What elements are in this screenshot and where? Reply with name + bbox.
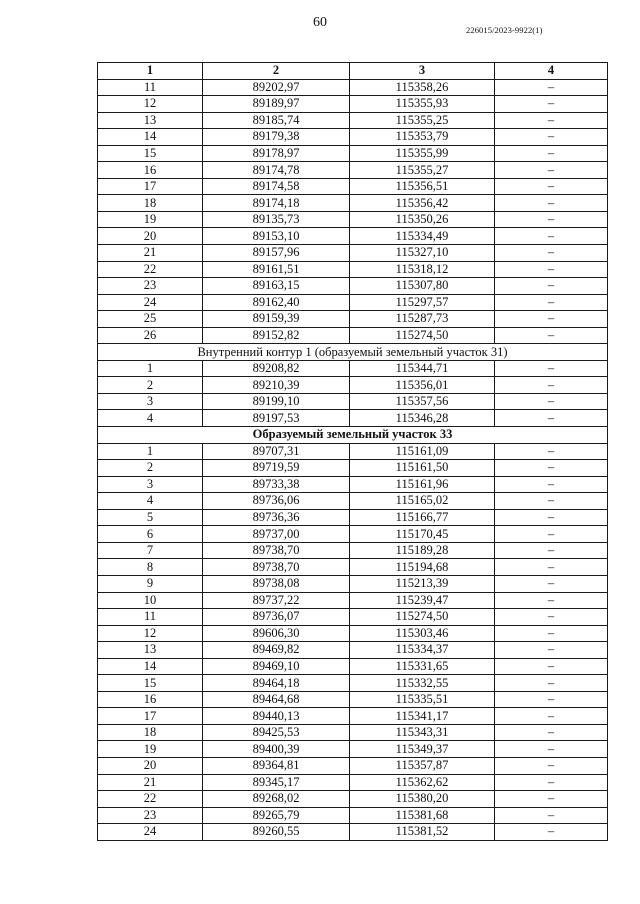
table-row <box>98 791 608 808</box>
y-coordinate-cell: 115346,28 <box>350 410 495 427</box>
section-title: Внутренний контур 1 (образуемый земельный участок 31) <box>98 344 608 361</box>
point-number-cell: 13 <box>98 112 203 129</box>
note-cell: – <box>495 675 608 692</box>
point-number-cell: 23 <box>98 278 203 295</box>
y-coordinate-cell: 115355,27 <box>350 162 495 179</box>
note-cell: – <box>495 493 608 510</box>
note-cell: – <box>495 129 608 146</box>
x-coordinate-cell: 89400,39 <box>203 741 350 758</box>
y-coordinate-cell: 115334,37 <box>350 642 495 659</box>
point-number-cell: 14 <box>98 129 203 146</box>
y-coordinate-cell: 115165,02 <box>350 493 495 510</box>
x-coordinate-cell: 89199,10 <box>203 393 350 410</box>
y-coordinate-cell: 115161,50 <box>350 460 495 477</box>
x-coordinate-cell: 89152,82 <box>203 327 350 344</box>
point-number-cell: 20 <box>98 228 203 245</box>
table-row <box>98 824 608 841</box>
point-number-cell: 7 <box>98 542 203 559</box>
point-number-cell: 19 <box>98 741 203 758</box>
x-coordinate-cell: 89469,82 <box>203 642 350 659</box>
table-row <box>98 195 608 212</box>
note-cell: – <box>495 178 608 195</box>
note-cell: – <box>495 625 608 642</box>
table-row <box>98 807 608 824</box>
note-cell: – <box>495 476 608 493</box>
table-row <box>98 691 608 708</box>
x-coordinate-cell: 89210,39 <box>203 377 350 394</box>
x-coordinate-cell: 89737,00 <box>203 526 350 543</box>
y-coordinate-cell: 115380,20 <box>350 791 495 808</box>
table-row <box>98 294 608 311</box>
y-coordinate-cell: 115332,55 <box>350 675 495 692</box>
x-coordinate-cell: 89202,97 <box>203 79 350 96</box>
table-row <box>98 774 608 791</box>
x-coordinate-cell: 89464,18 <box>203 675 350 692</box>
x-coordinate-cell: 89163,15 <box>203 278 350 295</box>
table-row <box>98 162 608 179</box>
x-coordinate-cell: 89178,97 <box>203 145 350 162</box>
table-row <box>98 360 608 377</box>
point-number-cell: 11 <box>98 79 203 96</box>
x-coordinate-cell: 89364,81 <box>203 757 350 774</box>
document-code: 226015/2023-9922(1) <box>466 25 543 35</box>
y-coordinate-cell: 115161,09 <box>350 443 495 460</box>
y-coordinate-cell: 115189,28 <box>350 542 495 559</box>
x-coordinate-cell: 89345,17 <box>203 774 350 791</box>
table-row <box>98 96 608 113</box>
y-coordinate-cell: 115166,77 <box>350 509 495 526</box>
point-number-cell: 11 <box>98 609 203 626</box>
note-cell: – <box>495 460 608 477</box>
point-number-cell: 24 <box>98 294 203 311</box>
point-number-cell: 9 <box>98 575 203 592</box>
note-cell: – <box>495 757 608 774</box>
table-row <box>98 327 608 344</box>
y-coordinate-cell: 115213,39 <box>350 575 495 592</box>
y-coordinate-cell: 115274,50 <box>350 609 495 626</box>
note-cell: – <box>495 658 608 675</box>
table-row <box>98 228 608 245</box>
point-number-cell: 17 <box>98 178 203 195</box>
table-row <box>98 410 608 427</box>
point-number-cell: 25 <box>98 311 203 328</box>
table-row <box>98 642 608 659</box>
table-row <box>98 245 608 262</box>
note-cell: – <box>495 245 608 262</box>
point-number-cell: 20 <box>98 757 203 774</box>
point-number-cell: 26 <box>98 327 203 344</box>
point-number-cell: 4 <box>98 410 203 427</box>
note-cell: – <box>495 377 608 394</box>
section-title: Образуемый земельный участок 33 <box>98 427 608 444</box>
table-row <box>98 509 608 526</box>
x-coordinate-cell: 89440,13 <box>203 708 350 725</box>
table-row <box>98 178 608 195</box>
x-coordinate-cell: 89161,51 <box>203 261 350 278</box>
point-number-cell: 16 <box>98 162 203 179</box>
table-row <box>98 261 608 278</box>
x-coordinate-cell: 89208,82 <box>203 360 350 377</box>
point-number-cell: 15 <box>98 675 203 692</box>
note-cell: – <box>495 360 608 377</box>
point-number-cell: 12 <box>98 625 203 642</box>
note-cell: – <box>495 443 608 460</box>
point-number-cell: 8 <box>98 559 203 576</box>
point-number-cell: 19 <box>98 211 203 228</box>
note-cell: – <box>495 112 608 129</box>
point-number-cell: 1 <box>98 360 203 377</box>
x-coordinate-cell: 89189,97 <box>203 96 350 113</box>
x-coordinate-cell: 89162,40 <box>203 294 350 311</box>
x-coordinate-cell: 89737,22 <box>203 592 350 609</box>
point-number-cell: 6 <box>98 526 203 543</box>
y-coordinate-cell: 115239,47 <box>350 592 495 609</box>
table-row <box>98 575 608 592</box>
point-number-cell: 2 <box>98 377 203 394</box>
note-cell: – <box>495 162 608 179</box>
table-row <box>98 129 608 146</box>
point-number-cell: 18 <box>98 195 203 212</box>
y-coordinate-cell: 115358,26 <box>350 79 495 96</box>
note-cell: – <box>495 741 608 758</box>
note-cell: – <box>495 311 608 328</box>
x-coordinate-cell: 89719,59 <box>203 460 350 477</box>
y-coordinate-cell: 115274,50 <box>350 327 495 344</box>
y-coordinate-cell: 115381,68 <box>350 807 495 824</box>
x-coordinate-cell: 89469,10 <box>203 658 350 675</box>
column-header-4: 4 <box>495 63 608 80</box>
point-number-cell: 3 <box>98 393 203 410</box>
y-coordinate-cell: 115335,51 <box>350 691 495 708</box>
table-row <box>98 675 608 692</box>
note-cell: – <box>495 708 608 725</box>
point-number-cell: 21 <box>98 774 203 791</box>
note-cell: – <box>495 724 608 741</box>
x-coordinate-cell: 89260,55 <box>203 824 350 841</box>
y-coordinate-cell: 115355,25 <box>350 112 495 129</box>
table-row <box>98 211 608 228</box>
x-coordinate-cell: 89736,06 <box>203 493 350 510</box>
table-row <box>98 609 608 626</box>
y-coordinate-cell: 115303,46 <box>350 625 495 642</box>
x-coordinate-cell: 89159,39 <box>203 311 350 328</box>
x-coordinate-cell: 89738,70 <box>203 542 350 559</box>
point-number-cell: 17 <box>98 708 203 725</box>
note-cell: – <box>495 145 608 162</box>
note-cell: – <box>495 509 608 526</box>
x-coordinate-cell: 89185,74 <box>203 112 350 129</box>
note-cell: – <box>495 261 608 278</box>
y-coordinate-cell: 115350,26 <box>350 211 495 228</box>
point-number-cell: 2 <box>98 460 203 477</box>
column-header-3: 3 <box>350 63 495 80</box>
point-number-cell: 4 <box>98 493 203 510</box>
x-coordinate-cell: 89464,68 <box>203 691 350 708</box>
x-coordinate-cell: 89738,70 <box>203 559 350 576</box>
note-cell: – <box>495 592 608 609</box>
table-row <box>98 460 608 477</box>
note-cell: – <box>495 211 608 228</box>
y-coordinate-cell: 115297,57 <box>350 294 495 311</box>
x-coordinate-cell: 89268,02 <box>203 791 350 808</box>
note-cell: – <box>495 559 608 576</box>
page-number: 60 <box>313 15 327 30</box>
table-row <box>98 724 608 741</box>
note-cell: – <box>495 393 608 410</box>
y-coordinate-cell: 115318,12 <box>350 261 495 278</box>
note-cell: – <box>495 327 608 344</box>
point-number-cell: 3 <box>98 476 203 493</box>
y-coordinate-cell: 115331,65 <box>350 658 495 675</box>
x-coordinate-cell: 89135,73 <box>203 211 350 228</box>
table-row <box>98 112 608 129</box>
point-number-cell: 5 <box>98 509 203 526</box>
x-coordinate-cell: 89425,53 <box>203 724 350 741</box>
column-header-2: 2 <box>203 63 350 80</box>
y-coordinate-cell: 115307,80 <box>350 278 495 295</box>
table-row <box>98 741 608 758</box>
note-cell: – <box>495 824 608 841</box>
y-coordinate-cell: 115334,49 <box>350 228 495 245</box>
y-coordinate-cell: 115356,51 <box>350 178 495 195</box>
note-cell: – <box>495 195 608 212</box>
note-cell: – <box>495 526 608 543</box>
table-section-row <box>98 427 608 444</box>
y-coordinate-cell: 115362,62 <box>350 774 495 791</box>
table-row <box>98 79 608 96</box>
point-number-cell: 10 <box>98 592 203 609</box>
x-coordinate-cell: 89197,53 <box>203 410 350 427</box>
x-coordinate-cell: 89179,38 <box>203 129 350 146</box>
x-coordinate-cell: 89738,08 <box>203 575 350 592</box>
y-coordinate-cell: 115349,37 <box>350 741 495 758</box>
point-number-cell: 22 <box>98 791 203 808</box>
table-row <box>98 493 608 510</box>
point-number-cell: 18 <box>98 724 203 741</box>
point-number-cell: 13 <box>98 642 203 659</box>
x-coordinate-cell: 89707,31 <box>203 443 350 460</box>
table-row <box>98 757 608 774</box>
x-coordinate-cell: 89157,96 <box>203 245 350 262</box>
point-number-cell: 16 <box>98 691 203 708</box>
x-coordinate-cell: 89174,78 <box>203 162 350 179</box>
y-coordinate-cell: 115355,93 <box>350 96 495 113</box>
table-row <box>98 443 608 460</box>
y-coordinate-cell: 115357,56 <box>350 393 495 410</box>
note-cell: – <box>495 294 608 311</box>
y-coordinate-cell: 115344,71 <box>350 360 495 377</box>
y-coordinate-cell: 115341,17 <box>350 708 495 725</box>
table-section-row <box>98 344 608 361</box>
column-header-1: 1 <box>98 63 203 80</box>
point-number-cell: 22 <box>98 261 203 278</box>
note-cell: – <box>495 575 608 592</box>
y-coordinate-cell: 115355,99 <box>350 145 495 162</box>
y-coordinate-cell: 115287,73 <box>350 311 495 328</box>
y-coordinate-cell: 115343,31 <box>350 724 495 741</box>
note-cell: – <box>495 278 608 295</box>
note-cell: – <box>495 642 608 659</box>
x-coordinate-cell: 89153,10 <box>203 228 350 245</box>
y-coordinate-cell: 115353,79 <box>350 129 495 146</box>
x-coordinate-cell: 89606,30 <box>203 625 350 642</box>
y-coordinate-cell: 115327,10 <box>350 245 495 262</box>
point-number-cell: 1 <box>98 443 203 460</box>
x-coordinate-cell: 89733,38 <box>203 476 350 493</box>
y-coordinate-cell: 115356,01 <box>350 377 495 394</box>
y-coordinate-cell: 115194,68 <box>350 559 495 576</box>
table-row <box>98 592 608 609</box>
y-coordinate-cell: 115170,45 <box>350 526 495 543</box>
coordinates-table <box>97 62 608 841</box>
note-cell: – <box>495 96 608 113</box>
note-cell: – <box>495 609 608 626</box>
point-number-cell: 21 <box>98 245 203 262</box>
x-coordinate-cell: 89174,18 <box>203 195 350 212</box>
table-row <box>98 526 608 543</box>
table-row <box>98 658 608 675</box>
table-row <box>98 542 608 559</box>
table-header-row <box>98 63 608 80</box>
point-number-cell: 15 <box>98 145 203 162</box>
point-number-cell: 24 <box>98 824 203 841</box>
point-number-cell: 12 <box>98 96 203 113</box>
y-coordinate-cell: 115356,42 <box>350 195 495 212</box>
note-cell: – <box>495 79 608 96</box>
table-row <box>98 278 608 295</box>
note-cell: – <box>495 542 608 559</box>
table-row <box>98 311 608 328</box>
note-cell: – <box>495 791 608 808</box>
note-cell: – <box>495 774 608 791</box>
table-row <box>98 377 608 394</box>
point-number-cell: 14 <box>98 658 203 675</box>
table-row <box>98 625 608 642</box>
note-cell: – <box>495 228 608 245</box>
table-row <box>98 476 608 493</box>
note-cell: – <box>495 410 608 427</box>
x-coordinate-cell: 89736,07 <box>203 609 350 626</box>
note-cell: – <box>495 691 608 708</box>
y-coordinate-cell: 115381,52 <box>350 824 495 841</box>
x-coordinate-cell: 89174,58 <box>203 178 350 195</box>
table-row <box>98 559 608 576</box>
y-coordinate-cell: 115357,87 <box>350 757 495 774</box>
x-coordinate-cell: 89265,79 <box>203 807 350 824</box>
table-body <box>98 79 608 840</box>
x-coordinate-cell: 89736,36 <box>203 509 350 526</box>
table-row <box>98 393 608 410</box>
point-number-cell: 23 <box>98 807 203 824</box>
table-row <box>98 708 608 725</box>
table-row <box>98 145 608 162</box>
note-cell: – <box>495 807 608 824</box>
y-coordinate-cell: 115161,96 <box>350 476 495 493</box>
